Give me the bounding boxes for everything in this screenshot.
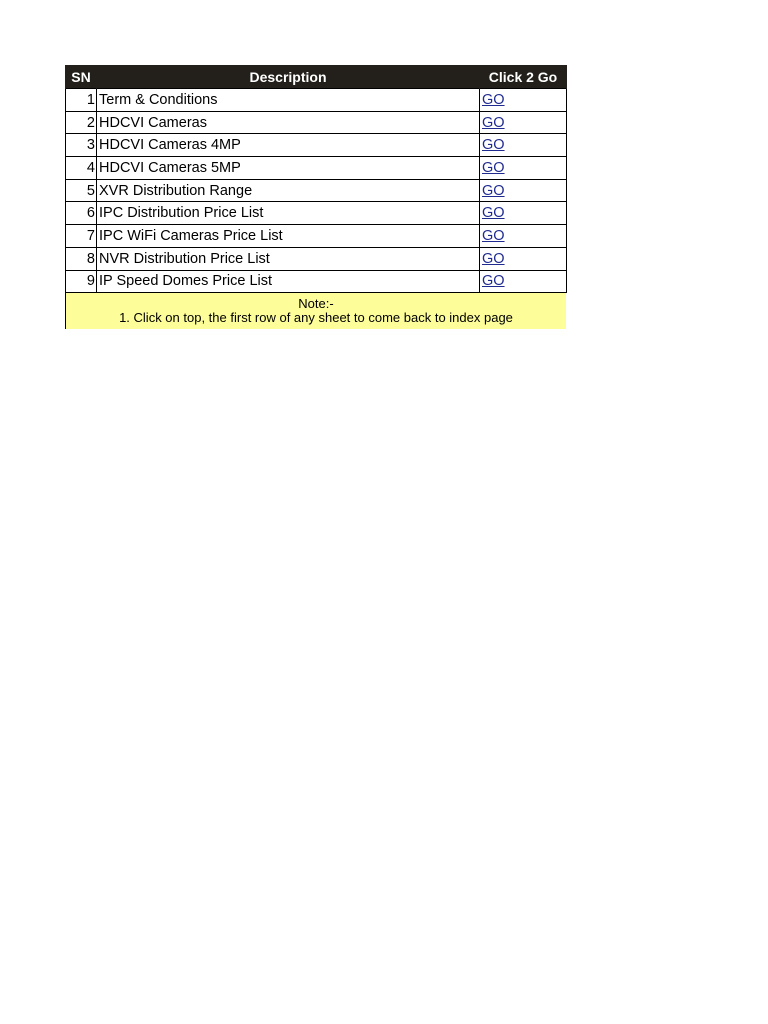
table-row: [66, 111, 567, 134]
row-description: IPC Distribution Price List: [97, 202, 480, 225]
row-description: XVR Distribution Range: [97, 179, 480, 202]
row-go-cell: [480, 179, 567, 202]
row-sn: 8: [66, 247, 97, 270]
note-title: Note:-: [298, 296, 334, 312]
note-box: [65, 293, 566, 329]
go-link-xvr-distribution-range[interactable]: GO: [482, 182, 505, 199]
header-row: [66, 65, 567, 89]
header-sn: SN: [66, 65, 97, 89]
row-description: Term & Conditions: [97, 89, 480, 112]
row-sn: 5: [66, 179, 97, 202]
row-go-cell: [480, 202, 567, 225]
row-go-cell: [480, 111, 567, 134]
row-sn: 9: [66, 270, 97, 293]
row-sn: 4: [66, 157, 97, 180]
row-sn: 3: [66, 134, 97, 157]
go-link-hdcvi-cameras-5mp[interactable]: GO: [482, 159, 505, 176]
table-row: [66, 179, 567, 202]
table-row: [66, 89, 567, 112]
row-description: HDCVI Cameras 4MP: [97, 134, 480, 157]
go-link-hdcvi-cameras-4mp[interactable]: GO: [482, 137, 505, 154]
go-link-ip-speed-domes-price-list[interactable]: GO: [482, 273, 505, 290]
row-go-cell: [480, 157, 567, 180]
row-go-cell: [480, 134, 567, 157]
row-description: IPC WiFi Cameras Price List: [97, 225, 480, 248]
go-link-nvr-distribution-price-list[interactable]: GO: [482, 250, 505, 267]
table-row: [66, 157, 567, 180]
row-description: NVR Distribution Price List: [97, 247, 480, 270]
index-table: [65, 65, 567, 293]
table-row: [66, 247, 567, 270]
table-row: [66, 134, 567, 157]
go-link-ipc-wifi-cameras-price-list[interactable]: GO: [482, 227, 505, 244]
row-description: HDCVI Cameras: [97, 111, 480, 134]
note-text: 1. Click on top, the first row of any sheet to come back to index page: [119, 310, 513, 326]
go-link-hdcvi-cameras[interactable]: GO: [482, 114, 505, 131]
header-click-2-go: Click 2 Go: [480, 65, 567, 89]
index-sheet: [65, 65, 566, 329]
row-sn: 2: [66, 111, 97, 134]
header-description: Description: [97, 65, 480, 89]
go-link-term-conditions[interactable]: GO: [482, 91, 505, 108]
row-go-cell: [480, 89, 567, 112]
row-sn: 1: [66, 89, 97, 112]
go-link-ipc-distribution-price-list[interactable]: GO: [482, 205, 505, 222]
row-go-cell: [480, 247, 567, 270]
row-sn: 6: [66, 202, 97, 225]
table-row: [66, 270, 567, 293]
row-description: HDCVI Cameras 5MP: [97, 157, 480, 180]
row-go-cell: [480, 225, 567, 248]
table-row: [66, 202, 567, 225]
table-row: [66, 225, 567, 248]
row-go-cell: [480, 270, 567, 293]
row-description: IP Speed Domes Price List: [97, 270, 480, 293]
row-sn: 7: [66, 225, 97, 248]
